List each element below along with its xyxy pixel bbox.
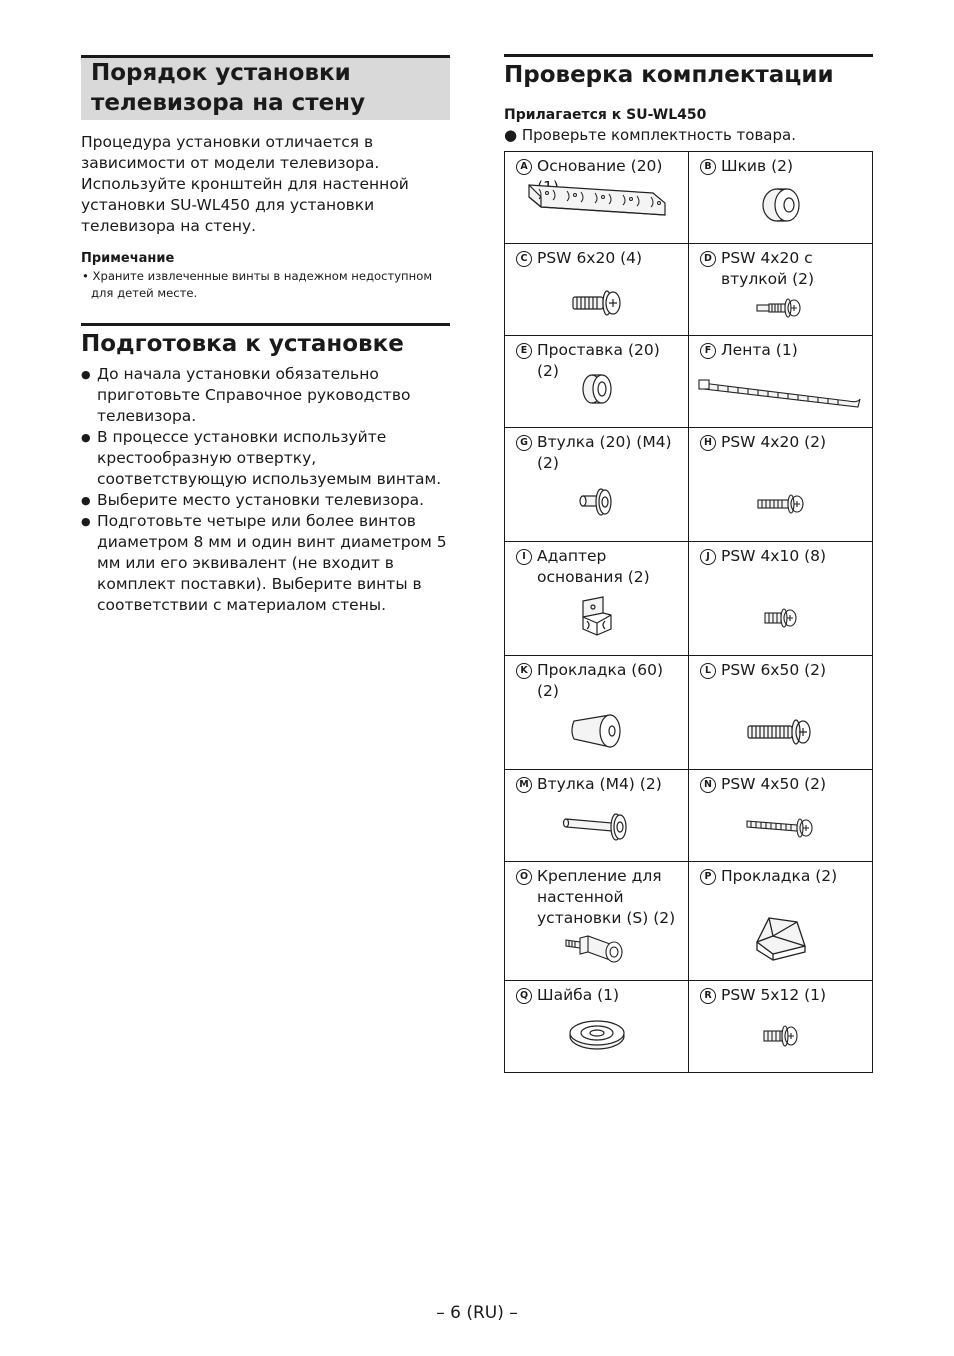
part-label: PSW 6x50 (2): [721, 661, 827, 679]
list-item: ● Выберите место установки телевизора.: [81, 490, 450, 511]
list-item: ● До начала установки обязательно приготовьте Справочное руководство телевизора.: [81, 364, 450, 427]
left-column: [81, 55, 450, 616]
part-letter: R: [700, 988, 716, 1004]
part-label: PSW 4x50 (2): [721, 775, 827, 793]
part-label: Проставка (20) (2): [537, 341, 660, 380]
part-letter: I: [516, 549, 532, 565]
bracket-base-icon: [505, 179, 688, 229]
part-label: Прокладка (60) (2): [537, 661, 664, 700]
part-letter: N: [700, 777, 716, 793]
part-label: Шкив (2): [721, 157, 794, 175]
part-cell-o: [505, 862, 689, 981]
screw-icon: [505, 287, 688, 327]
note-title: Примечание: [81, 251, 175, 266]
parts-table: [504, 151, 873, 1073]
spacer-cylinder-icon: [505, 711, 688, 757]
part-cell-d: [689, 244, 873, 336]
part-cell-n: [689, 770, 873, 862]
part-cell-i: [505, 542, 689, 656]
part-cell-j: [689, 542, 873, 656]
part-cell-m: [505, 770, 689, 862]
part-cell-l: [689, 656, 873, 770]
screw-icon: [689, 1024, 872, 1054]
page-number: – 6 (RU) –: [436, 1303, 518, 1323]
part-cell-k: [505, 656, 689, 770]
part-letter: B: [700, 159, 716, 175]
part-letter: K: [516, 663, 532, 679]
part-cell-f: [689, 336, 873, 428]
spacer-icon: [505, 371, 688, 413]
part-letter: D: [700, 251, 716, 267]
part-letter: H: [700, 435, 716, 451]
list-item: ● Подготовьте четыре или более винтов диаметром 8 мм и один винт диаметром 5 мм или его эквивалент (не входит в комплект поставки). Выберите винты в соответствии с материалом стены.: [81, 511, 450, 616]
part-label: Шайба (1): [537, 986, 620, 1004]
part-cell-r: [689, 981, 873, 1073]
pad-icon: [689, 914, 872, 970]
part-cell-g: [505, 428, 689, 542]
part-label: PSW 4x20 с втулкой (2): [721, 249, 815, 288]
part-label: PSW 5x12 (1): [721, 986, 827, 1004]
part-label: PSW 6x20 (4): [537, 249, 643, 267]
screw-icon: [689, 815, 872, 845]
screw-icon: [689, 717, 872, 753]
long-bushing-icon: [505, 811, 688, 847]
part-letter: C: [516, 251, 532, 267]
section-title-preparation: Подготовка к установке: [81, 323, 450, 359]
part-cell-p: [689, 862, 873, 981]
check-instruction: ● Проверьте комплектность товара.: [504, 126, 796, 144]
part-letter: O: [516, 869, 532, 885]
part-label: Втулка (20) (M4) (2): [537, 433, 672, 472]
part-letter: G: [516, 435, 532, 451]
list-item: ● В процессе установки используйте крестообразную отвертку, соответствующую используемым винтам.: [81, 427, 450, 490]
part-letter: P: [700, 869, 716, 885]
part-label: PSW 4x10 (8): [721, 547, 827, 565]
section-title-wall-installation: [81, 55, 450, 120]
part-letter: M: [516, 777, 532, 793]
cable-tie-icon: [689, 377, 872, 417]
part-letter: L: [700, 663, 716, 679]
part-letter: A: [516, 159, 532, 175]
part-cell-b: [689, 152, 873, 244]
preparation-list: [81, 364, 450, 616]
part-label: Адаптер основания (2): [537, 547, 650, 586]
title-line-2: телевизора на стену: [91, 90, 366, 116]
note-item: • Храните извлеченные винты в надежном недоступном для детей месте.: [82, 269, 433, 300]
section-title-package-check: Проверка комплектации: [504, 54, 873, 90]
part-letter: E: [516, 343, 532, 359]
pulley-icon: [689, 185, 872, 231]
part-label: Крепление для настенной установки (S) (2): [537, 867, 676, 927]
part-cell-a: [505, 152, 689, 244]
intro-paragraph: Процедура установки отличается в зависимости от модели телевизора. Используйте кронштейн для настенной установки SU-WL450 для установки телевизора на стену.: [81, 133, 409, 235]
part-letter: Q: [516, 988, 532, 1004]
part-label: PSW 4x20 (2): [721, 433, 827, 451]
part-cell-q: [505, 981, 689, 1073]
base-adapter-icon: [505, 595, 688, 645]
part-cell-e: [505, 336, 689, 428]
washer-icon: [505, 1018, 688, 1058]
right-column: [504, 54, 873, 1073]
part-label: Прокладка (2): [721, 867, 838, 885]
part-cell-h: [689, 428, 873, 542]
wall-mount-fitting-icon: [505, 930, 688, 970]
supplied-with-title: Прилагается к SU-WL450: [504, 107, 707, 123]
screw-icon: [689, 493, 872, 521]
part-label: Основание (20): [537, 157, 663, 175]
part-letter: F: [700, 343, 716, 359]
part-label: Втулка (M4) (2): [537, 775, 662, 793]
screw-icon: [689, 607, 872, 635]
part-cell-c: [505, 244, 689, 336]
bushing-icon: [505, 487, 688, 523]
part-label: Лента (1): [721, 341, 798, 359]
screw-with-sleeve-icon: [689, 295, 872, 327]
title-line-1: Порядок установки: [91, 60, 351, 86]
part-letter: J: [700, 549, 716, 565]
